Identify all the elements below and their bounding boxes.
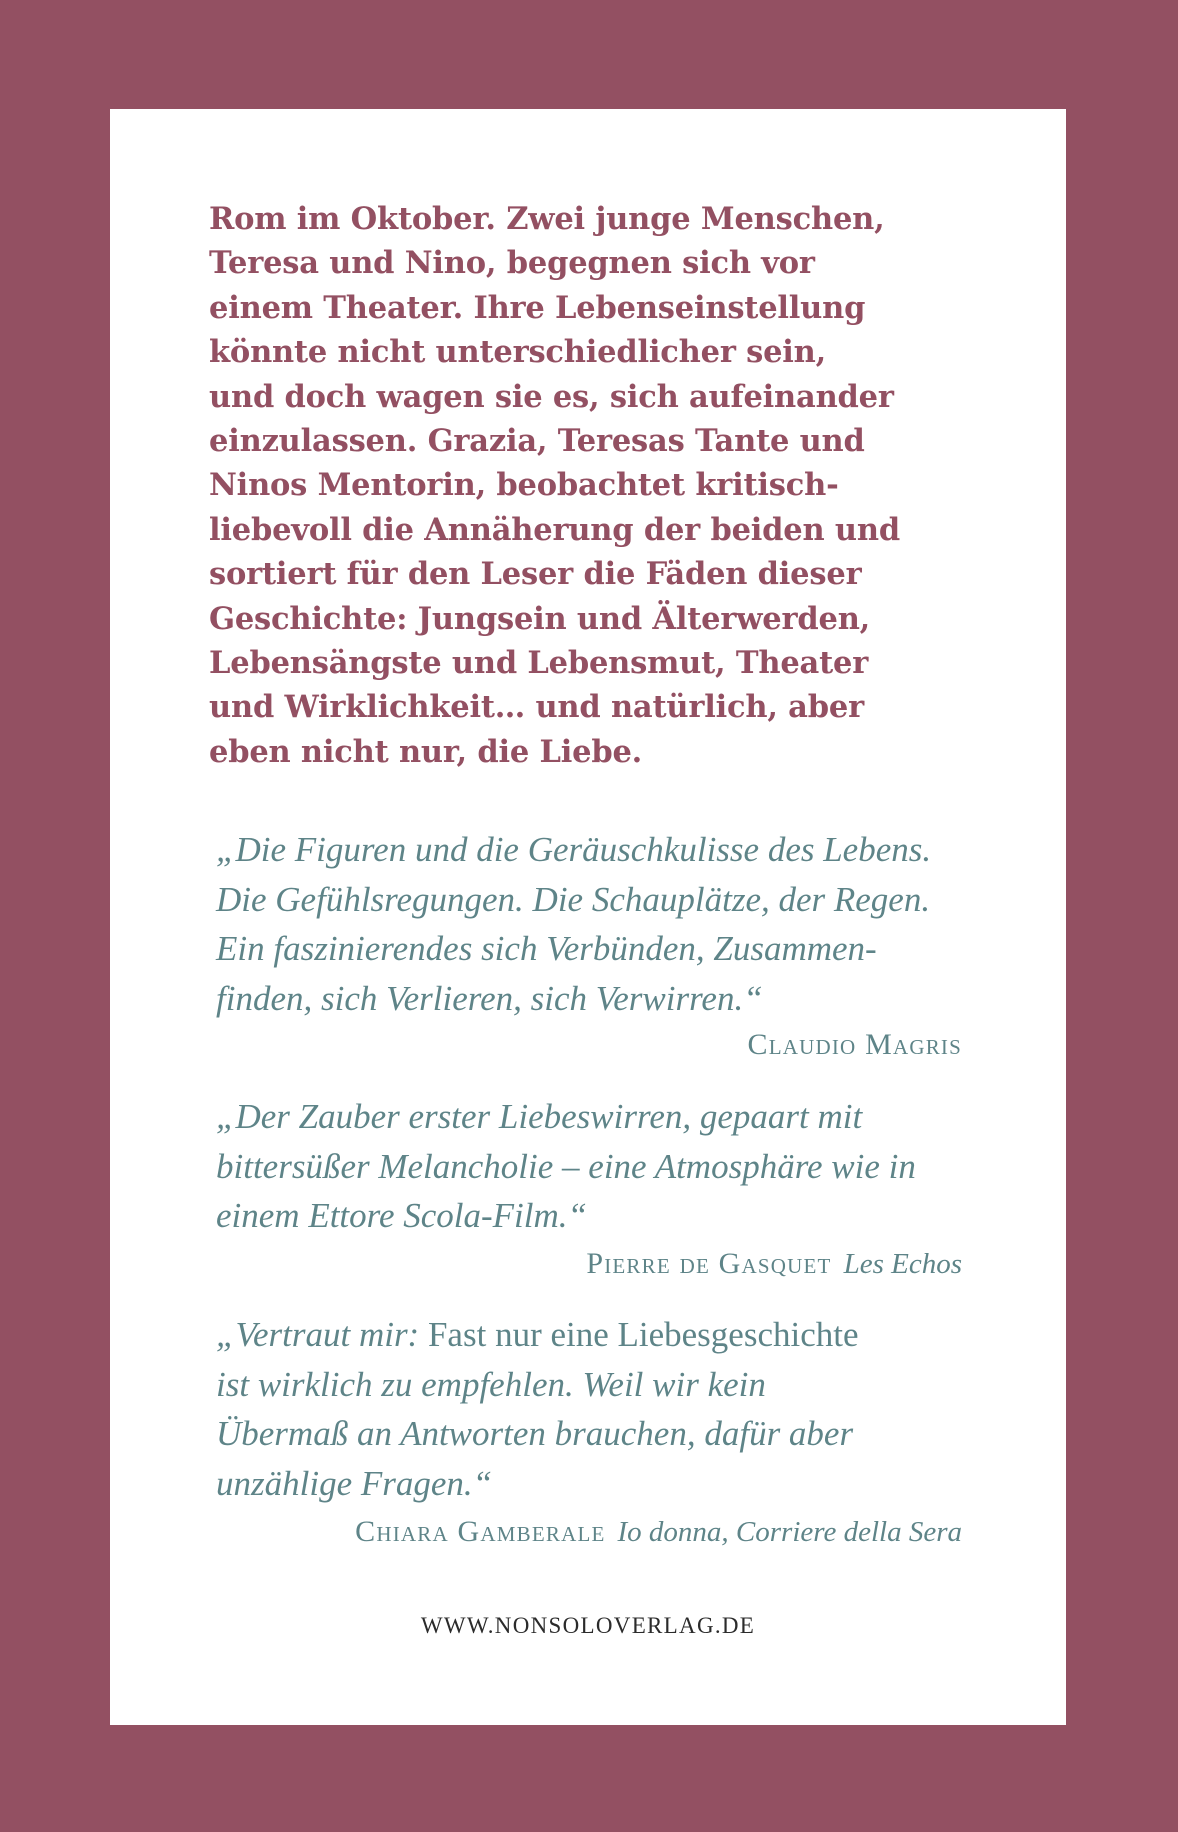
quote-magris — [216, 825, 976, 1023]
quote-line: finden, sich Verlieren, sich Verwirren.“ — [216, 978, 763, 1018]
quote-gasquet — [216, 1092, 976, 1241]
blurb-line: Teresa und Nino, begegnen sich vor — [209, 245, 815, 282]
blurb-line: und doch wagen sie es, sich aufeinander — [209, 378, 894, 415]
back-cover-card — [110, 109, 1066, 1725]
blurb-line: Rom im Oktober. Zwei junge Menschen, — [209, 201, 885, 237]
quote-source: Les Echos — [843, 1248, 962, 1280]
blurb-line: Lebensängste und Lebensmut, Theater — [209, 645, 869, 682]
quote-line: Ein faszinierendes sich Verbünden, Zusammen- — [216, 929, 877, 968]
quote-gamberale — [216, 1310, 976, 1508]
quote-line: bittersüßer Melancholie – eine Atmosphäre wie in — [216, 1146, 916, 1186]
quote-author: Claudio Magris — [747, 1028, 962, 1061]
quote-author: Pierre de Gasquet — [586, 1247, 832, 1280]
blurb-line: einem Theater. Ihre Lebenseinstellung — [209, 289, 866, 326]
attribution-gamberale — [355, 1514, 962, 1550]
quote-line: Übermaß an Antworten brauchen, dafür aber — [216, 1414, 854, 1453]
quote-author: Chiara Gamberale — [355, 1515, 606, 1548]
quote-line: „Der Zauber erster Liebeswirren, gepaart mit — [216, 1097, 863, 1136]
quote-line: „Die Figuren und die Geräuschkulisse des Lebens. — [216, 830, 932, 869]
blurb-line: einzulassen. Grazia, Teresas Tante und — [209, 423, 865, 460]
quote-upright-part: Fast nur eine Liebesgeschichte — [419, 1315, 859, 1354]
quote-line: ist wirklich zu empfehlen. Weil wir kein — [216, 1364, 766, 1404]
quote-italic-lead: „Vertraut mir: — [216, 1315, 420, 1354]
quote-line: Die Gefühlsregungen. Die Schauplätze, der Regen. — [216, 879, 931, 919]
quote-line — [216, 1310, 976, 1360]
quote-line: einem Ettore Scola-Film.“ — [216, 1196, 587, 1235]
attribution-magris — [748, 1027, 962, 1063]
publisher-url: WWW.NONSOLOVERLAG.DE — [420, 1613, 756, 1638]
quote-line: unzählige Fragen.“ — [216, 1463, 493, 1503]
blurb-line: könnte nicht unterschiedlicher sein, — [209, 334, 827, 371]
blurb-line: liebevoll die Annäherung der beiden und — [209, 511, 900, 548]
blurb-line: und Wirklichkeit… und natürlich, aber — [209, 689, 864, 726]
blurb-text — [209, 197, 989, 774]
attribution-gasquet — [586, 1246, 962, 1282]
blurb-line: Geschichte: Jungsein und Älterwerden, — [209, 600, 871, 637]
quote-source: Io donna, Corriere della Sera — [617, 1516, 962, 1548]
blurb-line: eben nicht nur, die Liebe. — [209, 733, 643, 770]
blurb-line: Ninos Mentorin, beobachtet kritisch- — [209, 467, 839, 504]
blurb-line: sortiert für den Leser die Fäden dieser — [209, 556, 862, 593]
